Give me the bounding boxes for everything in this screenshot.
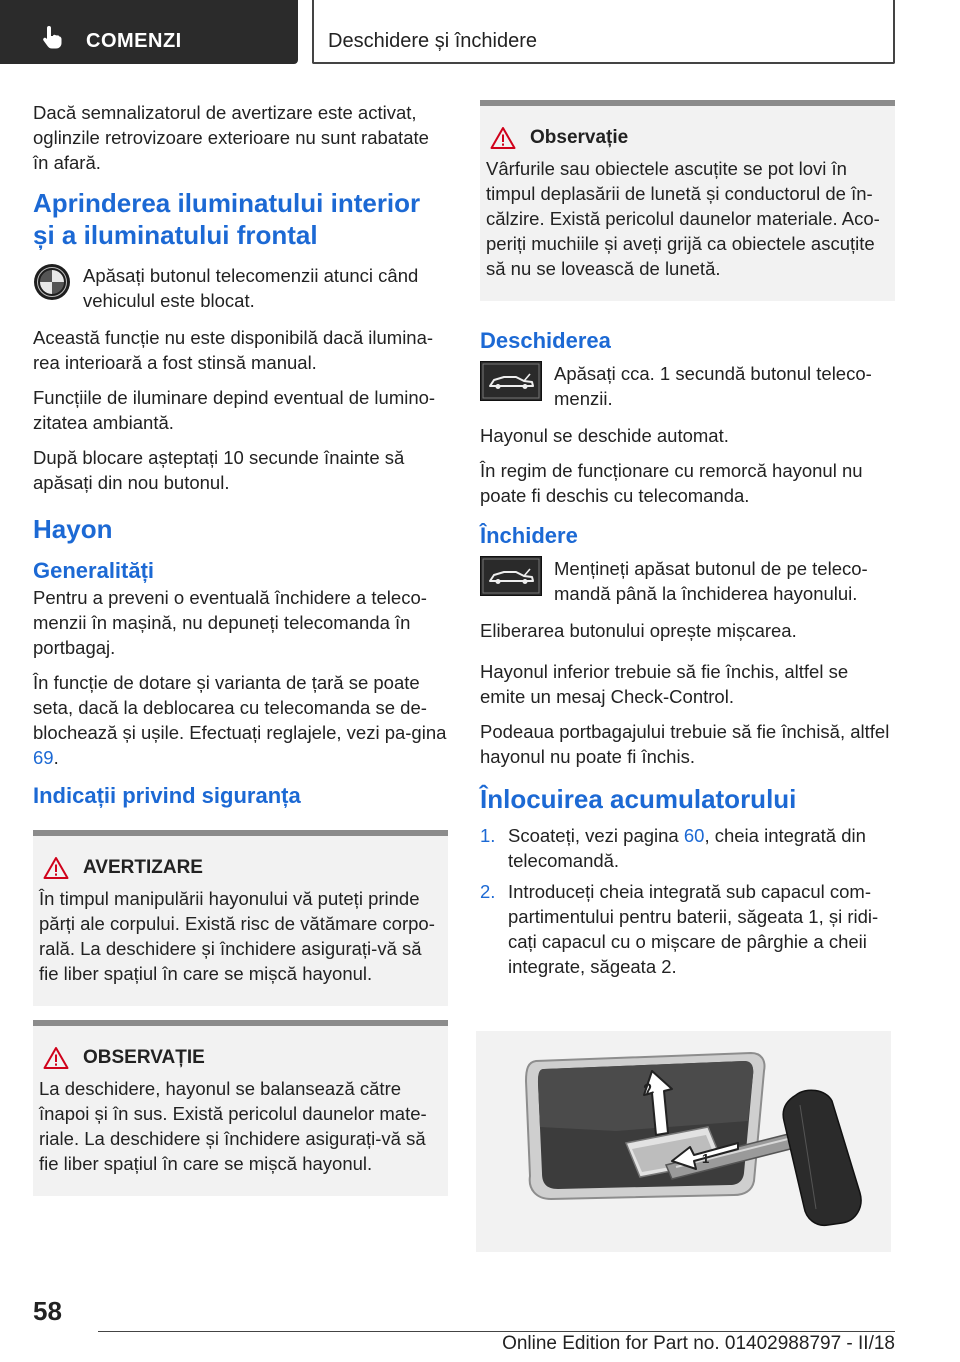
list-item <box>480 823 895 873</box>
page-link[interactable]: 69 <box>33 747 54 768</box>
heading-safety: Indicații privind siguranța <box>33 783 301 808</box>
left-column <box>33 100 448 1210</box>
step-text: Scoateți, vezi pagina 60, cheia integrată din telecomandă. <box>508 825 866 871</box>
warning-box <box>33 830 448 1006</box>
list-item <box>480 879 895 979</box>
notice-box <box>33 1020 448 1196</box>
paragraph-text: În funcție de dotare și varianta de țară se poate seta, dacă la deblocarea cu telecomanda se de-blochează și ușile. Efectuați reglajele, vezi pa-gina <box>33 672 447 743</box>
paragraph: În regim de funcționare cu remorcă hayonul nu poate fi deschis cu telecomanda. <box>480 460 863 506</box>
warning-triangle-icon <box>490 126 516 150</box>
notice-text: La deschidere, hayonul se balansează către înapoi și în sus. Există pericolul daunelor mate-riale. La deschidere și închidere asigurați-vă să fie liber spațiul în care se mișcă hayonul. <box>39 1078 427 1174</box>
warning-title: AVERTIZARE <box>83 857 203 878</box>
heading-hayon: Hayon <box>33 514 113 544</box>
step-number: 1. <box>480 825 496 846</box>
chapter-tab <box>312 0 895 64</box>
paragraph: Hayonul inferior trebuie să fie închis, altfel se emite un mesaj Check-Control. <box>480 661 849 707</box>
warning-text: În timpul manipulării hayonului vă puteți prinde părți ale corpului. Există risc de vătămare corpo-rală. La deschidere și închidere asigurați-vă să fie liber spațiul în care se mișcă hayonul. <box>39 888 435 984</box>
paragraph: Eliberarea butonului oprește mișcarea. <box>480 620 797 641</box>
note-title: Observație <box>530 127 629 148</box>
page-number: 58 <box>33 1296 62 1326</box>
paragraph <box>33 670 448 770</box>
paragraph: Podeaua portbagajului trebuie să fie închisă, altfel hayonul nu poate fi închis. <box>480 721 890 767</box>
paragraph: După blocare așteptați 10 secunde înainte să apăsați din nou butonul. <box>33 447 405 493</box>
open-step <box>480 361 895 411</box>
section-label: COMENZI <box>86 30 182 52</box>
paragraph: Dacă semnalizatorul de avertizare este activat, oglinzile retrovizoare exterioare nu sunt rabatate în afară. <box>33 102 429 173</box>
arrow-label-1: 1 <box>702 1151 710 1166</box>
warning-triangle-icon <box>43 856 69 880</box>
heading-open: Deschiderea <box>480 328 611 353</box>
bmw-logo-button-icon <box>33 263 71 301</box>
step-number: 2. <box>480 881 496 902</box>
hand-touch-icon <box>40 24 66 50</box>
section-tab <box>0 0 298 64</box>
notice-title: OBSERVAȚIE <box>83 1047 205 1068</box>
arrow-label-2: 2 <box>641 1080 656 1100</box>
heading-general: Generalități <box>33 558 155 583</box>
tailgate-button-icon <box>480 361 542 401</box>
right-column <box>480 100 895 991</box>
footer-divider <box>98 1331 895 1332</box>
note-box <box>480 100 895 301</box>
chapter-label: Deschidere și închidere <box>328 30 537 52</box>
step-text: Introduceți cheia integrată sub capacul com-partimentului pentru baterii, săgeata 1, și ridi-cați capacul cu o mișcare de pârghie a cheii integrate, săgeata 2. <box>508 881 879 977</box>
key-fob-drawing <box>476 1031 891 1252</box>
warning-triangle-icon <box>43 1046 69 1070</box>
paragraph: Hayonul se deschide automat. <box>480 425 729 446</box>
key-illustration <box>476 1031 891 1252</box>
interior-step <box>33 263 448 313</box>
tailgate-button-icon <box>480 556 542 596</box>
step-text: Apăsați cca. 1 secundă butonul teleco-menzii. <box>554 363 872 409</box>
step-text: Apăsați butonul telecomenzii atunci când vehiculul este blocat. <box>83 265 419 311</box>
battery-steps <box>480 823 895 979</box>
heading-battery: Înlocuirea acumulatorului <box>480 784 797 814</box>
paragraph: Această funcție nu este disponibilă dacă ilumina-rea interioară a fost stinsă manual. <box>33 327 434 373</box>
paragraph-text: . <box>53 747 59 768</box>
heading-close: Închidere <box>480 523 578 548</box>
paragraph: Funcțiile de iluminare depind eventual de lumino-zitatea ambiantă. <box>33 387 436 433</box>
close-step <box>480 556 895 606</box>
heading-interior-lighting: Aprinderea iluminatului interior și a iluminatului frontal <box>33 188 421 250</box>
paragraph: Pentru a preveni o eventuală închidere a teleco-menzii în mașină, nu depuneți telecomanda în portbagaj. <box>33 587 427 658</box>
note-text: Vârfurile sau obiectele ascuțite se pot lovi în timpul deplasării de lunetă și conductorul de în-călzire. Există pericolul daunelor materiale. Aco-periți muchiile și aveți grijă ca obiectele ascuțite să nu se lovească de lunetă. <box>486 158 880 279</box>
edition-footer: Online Edition for Part no. 01402988797 - II/18 <box>502 1333 895 1354</box>
page-link[interactable]: 60 <box>683 825 705 846</box>
step-text: Mențineți apăsat butonul de pe teleco-mandă până la închiderea hayonului. <box>554 558 868 604</box>
